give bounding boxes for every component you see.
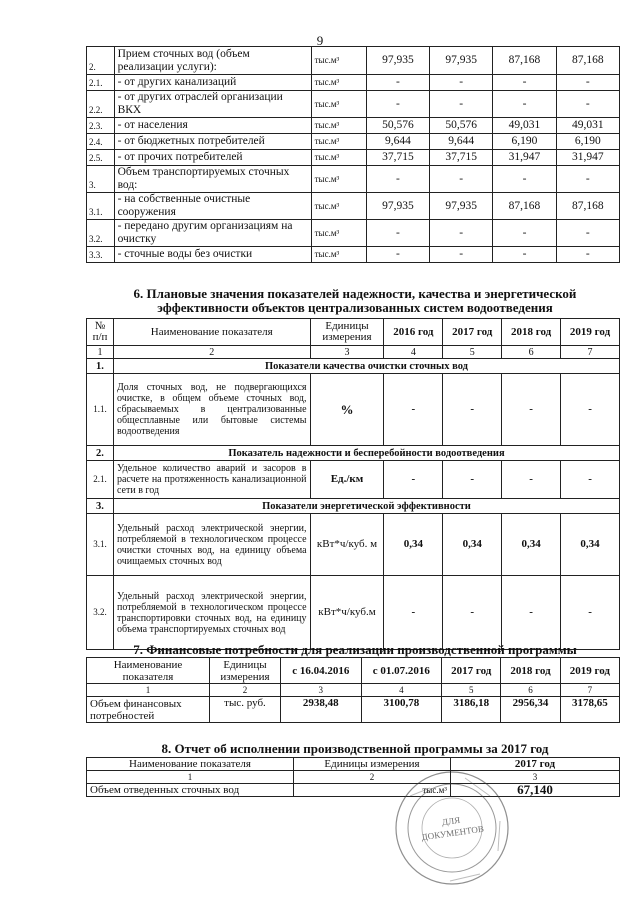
index-cell: 7 (560, 684, 619, 697)
header-name: Наименование показателя (87, 658, 210, 684)
row-unit: тыс.м³ (294, 784, 451, 797)
financial-data-row (87, 697, 620, 723)
indicators-index-row (87, 346, 620, 359)
header-col: 2018 год (501, 658, 560, 684)
header-unit: Единицы измерения (310, 319, 384, 346)
section-6-title (80, 287, 630, 315)
value-cell: 37,715 (366, 150, 429, 166)
row-name: - от других отраслей организации ВКХ (114, 91, 311, 118)
value-cell: - (366, 166, 429, 193)
index-cell: 2 (210, 684, 281, 697)
row-unit: кВт*ч/куб. м (310, 514, 384, 576)
header-2016: 2016 год (384, 319, 443, 346)
value-cell: - (493, 75, 556, 91)
row-unit: % (310, 374, 384, 446)
indicators-header-row (87, 319, 620, 346)
table-row (87, 166, 620, 193)
row-unit: тыс.м³ (311, 91, 366, 118)
row-number: 3.1. (87, 514, 114, 576)
table-row (87, 220, 620, 247)
row-name: Объем отведенных сточных вод (87, 784, 294, 797)
value-cell: - (493, 166, 556, 193)
row-number: 2.3. (87, 118, 115, 134)
value-cell: 0,34 (502, 514, 561, 576)
row-name: - от прочих потребителей (114, 150, 311, 166)
row-value: 67,140 (451, 784, 620, 797)
table-row (87, 91, 620, 118)
table-row (87, 134, 620, 150)
group-title: Показатели энергетической эффективности (113, 499, 619, 514)
row-number: 1.1. (87, 374, 114, 446)
row-name: Удельное количество аварий и засоров в расчете на протяженность канализационной сети в год (113, 461, 310, 499)
row-name: - от населения (114, 118, 311, 134)
value-cell: 0,34 (384, 514, 443, 576)
row-unit: тыс.м³ (311, 118, 366, 134)
value-cell: - (430, 166, 493, 193)
section-8-title: 8. Отчет об исполнении производственной программы за 2017 год (161, 741, 549, 756)
row-name: - от других канализаций (114, 75, 311, 91)
value-cell: - (384, 576, 443, 650)
financial-index-row (87, 684, 620, 697)
row-name: Удельный расход электрической энергии, потребляемой в технологическом процессе очистки сточных вод, на единицу объема очищаемых сточных вод (113, 514, 310, 576)
index-cell: 3 (310, 346, 384, 359)
value-cell: - (502, 461, 561, 499)
value-cell: 97,935 (366, 47, 429, 75)
value-cell: 2938,48 (281, 697, 362, 723)
value-cell: 50,576 (366, 118, 429, 134)
report-data-row (87, 784, 620, 797)
index-cell: 7 (561, 346, 620, 359)
row-unit: Ед./км (310, 461, 384, 499)
row-unit: тыс.м³ (311, 220, 366, 247)
index-cell: 3 (281, 684, 362, 697)
value-cell: - (556, 247, 619, 263)
value-cell: 9,644 (366, 134, 429, 150)
value-cell: - (443, 576, 502, 650)
seal-text-line1: ДЛЯ (441, 814, 461, 828)
report-table (86, 757, 620, 797)
value-cell: 31,947 (493, 150, 556, 166)
index-cell: 2 (294, 771, 451, 784)
row-unit: тыс.м³ (311, 166, 366, 193)
value-cell: 87,168 (556, 47, 619, 75)
financial-needs-table (86, 657, 620, 723)
value-cell: 3178,65 (560, 697, 619, 723)
value-cell: - (561, 461, 620, 499)
value-cell: 87,168 (493, 193, 556, 220)
group-number: 1. (87, 359, 114, 374)
value-cell: - (366, 220, 429, 247)
index-cell: 1 (87, 771, 294, 784)
row-number: 2.4. (87, 134, 115, 150)
group-row-3 (87, 499, 620, 514)
header-2019: 2019 год (561, 319, 620, 346)
header-name: Наименование показателя (113, 319, 310, 346)
value-cell: 97,935 (430, 193, 493, 220)
header-col: 2019 год (560, 658, 619, 684)
indicator-row-1-1 (87, 374, 620, 446)
header-year: 2017 год (451, 758, 620, 771)
value-cell: 50,576 (430, 118, 493, 134)
row-name: Объем транспортируемых сточных вод: (114, 166, 311, 193)
value-cell: - (556, 220, 619, 247)
value-cell: - (384, 461, 443, 499)
value-cell: - (502, 576, 561, 650)
value-cell: - (430, 247, 493, 263)
row-number: 2.1. (87, 75, 115, 91)
value-cell: 3100,78 (361, 697, 442, 723)
value-cell: - (430, 91, 493, 118)
value-cell: - (384, 374, 443, 446)
value-cell: 87,168 (556, 193, 619, 220)
value-cell: - (443, 374, 502, 446)
indicator-row-3-1 (87, 514, 620, 576)
value-cell: - (556, 75, 619, 91)
table-row (87, 247, 620, 263)
table-row (87, 118, 620, 134)
row-number: 3.2. (87, 576, 114, 650)
header-name: Наименование показателя (87, 758, 294, 771)
value-cell: - (430, 220, 493, 247)
row-unit: тыс.м³ (311, 134, 366, 150)
value-cell: - (493, 247, 556, 263)
value-cell: - (366, 75, 429, 91)
value-cell: - (502, 374, 561, 446)
row-name: Удельный расход электрической энергии, потребляемой в технологическом процессе транспортировки сточных вод, на единицу объема транспортируемых сточных вод (113, 576, 310, 650)
row-name: - сточные воды без очистки (114, 247, 311, 263)
group-number: 3. (87, 499, 114, 514)
value-cell: 49,031 (556, 118, 619, 134)
value-cell: 0,34 (443, 514, 502, 576)
value-cell: - (366, 91, 429, 118)
section-7-title: 7. Финансовые потребности для реализации производственной программы (133, 642, 577, 657)
row-name: - передано другим организациям на очистку (114, 220, 311, 247)
value-cell: - (556, 91, 619, 118)
group-row-2 (87, 446, 620, 461)
section-6-title-line1: 6. Плановые значения показателей надежности, качества и энергетической (133, 286, 577, 301)
value-cell: - (430, 75, 493, 91)
row-unit: тыс.м³ (311, 247, 366, 263)
indicator-row-3-2 (87, 576, 620, 650)
index-cell: 6 (501, 684, 560, 697)
index-cell: 2 (113, 346, 310, 359)
row-unit: тыс.м³ (311, 193, 366, 220)
index-cell: 6 (502, 346, 561, 359)
value-cell: 6,190 (556, 134, 619, 150)
group-number: 2. (87, 446, 114, 461)
index-cell: 5 (443, 346, 502, 359)
value-cell: - (493, 220, 556, 247)
row-unit: тыс.м³ (311, 47, 366, 75)
group-row-1 (87, 359, 620, 374)
page-number: 9 (316, 33, 324, 48)
value-cell: 31,947 (556, 150, 619, 166)
header-col: 2017 год (442, 658, 501, 684)
seal-stamp (370, 766, 525, 886)
header-2017: 2017 год (443, 319, 502, 346)
row-number: 3.3. (87, 247, 115, 263)
value-cell: - (561, 374, 620, 446)
row-name: Доля сточных вод, не подвергающихся очистке, в общем объеме сточных вод, сбрасываемых в централизованные общесплавные или бытовые системы водоотведения (113, 374, 310, 446)
row-name: Прием сточных вод (объем реализации услуги): (114, 47, 311, 75)
row-number: 3.2. (87, 220, 115, 247)
value-cell: - (443, 461, 502, 499)
header-number: № п/п (87, 319, 114, 346)
index-cell: 5 (442, 684, 501, 697)
indicators-table (86, 318, 620, 650)
value-cell: 87,168 (493, 47, 556, 75)
row-unit: тыс. руб. (210, 697, 281, 723)
value-cell: 37,715 (430, 150, 493, 166)
group-title: Показатели качества очистки сточных вод (113, 359, 619, 374)
row-name: Объем финансовых потребностей (87, 697, 210, 723)
value-cell: 6,190 (493, 134, 556, 150)
value-cell: - (556, 166, 619, 193)
table-row (87, 75, 620, 91)
index-cell: 4 (361, 684, 442, 697)
row-number: 2.5. (87, 150, 115, 166)
row-name: - от бюджетных потребителей (114, 134, 311, 150)
value-cell: - (366, 247, 429, 263)
header-col: с 16.04.2016 (281, 658, 362, 684)
row-unit: кВт*ч/куб.м (310, 576, 384, 650)
header-unit: Единицы измерения (294, 758, 451, 771)
index-cell: 1 (87, 684, 210, 697)
value-cell: 2956,34 (501, 697, 560, 723)
report-header-row (87, 758, 620, 771)
index-cell: 4 (384, 346, 443, 359)
water-reception-table (86, 46, 620, 263)
financial-header-row (87, 658, 620, 684)
table-row (87, 193, 620, 220)
value-cell: - (561, 576, 620, 650)
row-number: 2.2. (87, 91, 115, 118)
row-name: - на собственные очистные сооружения (114, 193, 311, 220)
row-number: 3. (87, 166, 115, 193)
header-col: с 01.07.2016 (361, 658, 442, 684)
index-cell: 1 (87, 346, 114, 359)
index-cell: 3 (451, 771, 620, 784)
value-cell: 97,935 (366, 193, 429, 220)
value-cell: 3186,18 (442, 697, 501, 723)
value-cell: - (493, 91, 556, 118)
row-number: 2.1. (87, 461, 114, 499)
group-title: Показатель надежности и бесперебойности водоотведения (113, 446, 619, 461)
seal-text-line2: ДОКУМЕНТОВ (420, 823, 485, 843)
section-6-title-line2: эффективности объектов централизованных систем водоотведения (157, 300, 553, 315)
row-unit: тыс.м³ (311, 150, 366, 166)
header-unit: Единицы измерения (210, 658, 281, 684)
row-number: 3.1. (87, 193, 115, 220)
indicator-row-2-1 (87, 461, 620, 499)
value-cell: 0,34 (561, 514, 620, 576)
row-unit: тыс.м³ (311, 75, 366, 91)
value-cell: 9,644 (430, 134, 493, 150)
value-cell: 97,935 (430, 47, 493, 75)
table-row (87, 150, 620, 166)
table-row (87, 47, 620, 75)
row-number: 2. (87, 47, 115, 75)
value-cell: 49,031 (493, 118, 556, 134)
header-2018: 2018 год (502, 319, 561, 346)
